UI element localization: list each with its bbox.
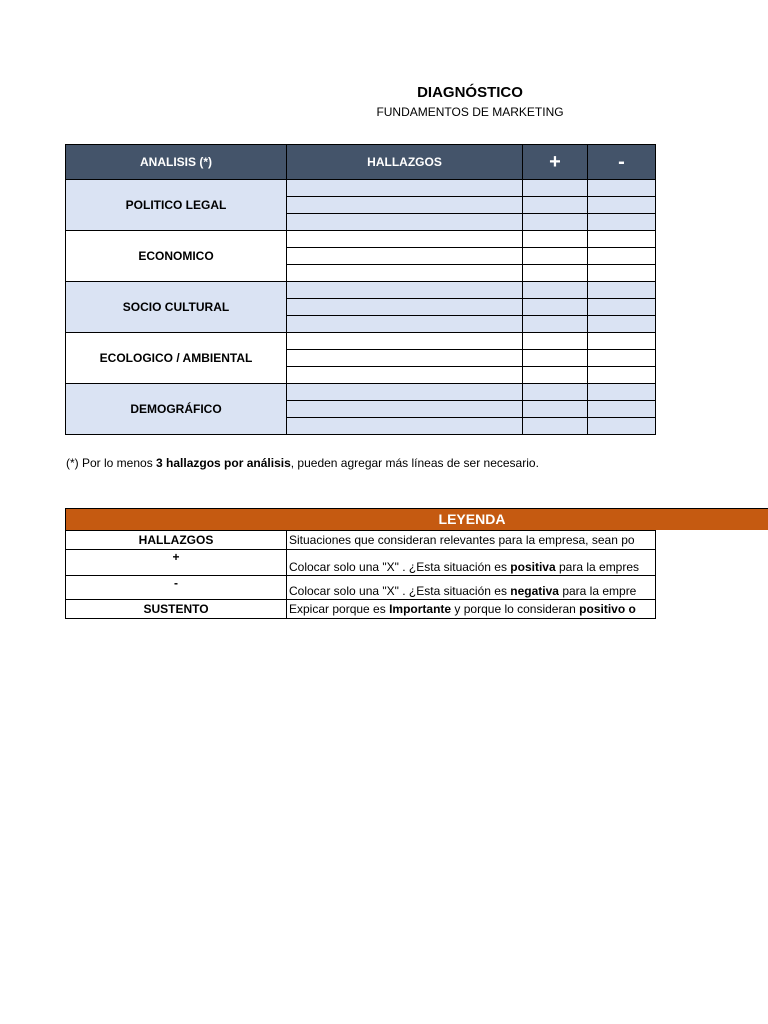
positive-cell[interactable] (523, 333, 588, 350)
negative-cell[interactable] (588, 316, 656, 333)
legend-text-bold: positiva (510, 560, 556, 574)
legend-row (66, 600, 656, 619)
legend-key-sustento: SUSTENTO (66, 600, 287, 619)
legend-row (66, 576, 656, 600)
legend-text: Expicar porque es (289, 602, 390, 616)
negative-cell[interactable] (588, 384, 656, 401)
legend-header (65, 508, 768, 530)
positive-cell[interactable] (523, 214, 588, 231)
legend-row (66, 550, 656, 576)
positive-cell[interactable] (523, 350, 588, 367)
positive-cell[interactable] (523, 384, 588, 401)
hallazgo-cell[interactable] (287, 214, 523, 231)
page-subtitle: FUNDAMENTOS DE MARKETING (376, 105, 564, 119)
negative-cell[interactable] (588, 299, 656, 316)
negative-cell[interactable] (588, 180, 656, 197)
negative-cell[interactable] (588, 248, 656, 265)
legend-text: para la empres (555, 560, 640, 574)
hallazgo-cell[interactable] (287, 180, 523, 197)
legend-desc-sustento (287, 600, 656, 619)
category-economico: ECONOMICO (66, 231, 287, 282)
negative-cell[interactable] (588, 367, 656, 384)
footnote-bold: 3 hallazgos por análisis (156, 456, 291, 470)
legend-key-minus: - (66, 576, 287, 600)
category-demografico: DEMOGRÁFICO (66, 384, 287, 435)
positive-cell[interactable] (523, 401, 588, 418)
footnote-suffix: , pueden agregar más líneas de ser necesario. (290, 456, 539, 470)
footnote-prefix: (*) Por lo menos (66, 456, 157, 470)
negative-cell[interactable] (588, 214, 656, 231)
negative-cell[interactable] (588, 350, 656, 367)
table-row (66, 282, 656, 299)
diagnostic-table (65, 144, 656, 435)
positive-cell[interactable] (523, 231, 588, 248)
legend-desc-hallazgos: Situaciones que consideran relevantes para la empresa, sean po (287, 531, 656, 550)
positive-cell[interactable] (523, 180, 588, 197)
positive-cell[interactable] (523, 299, 588, 316)
hallazgo-cell[interactable] (287, 350, 523, 367)
legend-desc-minus (287, 576, 656, 600)
legend-key-plus: + (66, 550, 287, 576)
legend-text: para la empre (558, 584, 637, 598)
legend-text: y porque lo consideran (451, 602, 580, 616)
legend-row (66, 531, 656, 550)
negative-cell[interactable] (588, 418, 656, 435)
hallazgo-cell[interactable] (287, 299, 523, 316)
table-row (66, 333, 656, 350)
negative-cell[interactable] (588, 401, 656, 418)
positive-cell[interactable] (523, 197, 588, 214)
col-header-analisis: ANALISIS (*) (66, 145, 287, 180)
table-header-row (66, 145, 656, 180)
table-row (66, 231, 656, 248)
col-header-hallazgos: HALLAZGOS (287, 145, 523, 180)
category-politico-legal: POLITICO LEGAL (66, 180, 287, 231)
hallazgo-cell[interactable] (287, 282, 523, 299)
footnote (66, 456, 539, 470)
legend-table (65, 530, 656, 619)
legend-text: Colocar solo una "X" . ¿Esta situación es (289, 560, 511, 574)
category-socio-cultural: SOCIO CULTURAL (66, 282, 287, 333)
positive-cell[interactable] (523, 316, 588, 333)
negative-cell[interactable] (588, 231, 656, 248)
legend-text-bold: negativa (510, 584, 559, 598)
negative-cell[interactable] (588, 333, 656, 350)
hallazgo-cell[interactable] (287, 265, 523, 282)
hallazgo-cell[interactable] (287, 418, 523, 435)
col-header-positive: + (523, 145, 588, 180)
table-row (66, 180, 656, 197)
hallazgo-cell[interactable] (287, 316, 523, 333)
negative-cell[interactable] (588, 282, 656, 299)
negative-cell[interactable] (588, 265, 656, 282)
hallazgo-cell[interactable] (287, 401, 523, 418)
hallazgo-cell[interactable] (287, 367, 523, 384)
legend-text: Colocar solo una "X" . ¿Esta situación es (289, 584, 511, 598)
legend-text-bold: positivo o (579, 602, 636, 616)
positive-cell[interactable] (523, 367, 588, 384)
negative-cell[interactable] (588, 197, 656, 214)
legend-text-bold: Importante (389, 602, 452, 616)
table-row (66, 384, 656, 401)
hallazgo-cell[interactable] (287, 248, 523, 265)
positive-cell[interactable] (523, 282, 588, 299)
legend-key-hallazgos: HALLAZGOS (66, 531, 287, 550)
hallazgo-cell[interactable] (287, 197, 523, 214)
positive-cell[interactable] (523, 265, 588, 282)
legend-title: LEYENDA (438, 511, 506, 527)
positive-cell[interactable] (523, 418, 588, 435)
hallazgo-cell[interactable] (287, 384, 523, 401)
category-ecologico-ambiental: ECOLOGICO / AMBIENTAL (66, 333, 287, 384)
legend-desc-plus (287, 550, 656, 576)
hallazgo-cell[interactable] (287, 333, 523, 350)
hallazgo-cell[interactable] (287, 231, 523, 248)
page-title: DIAGNÓSTICO (417, 84, 523, 101)
col-header-negative: - (588, 145, 656, 180)
positive-cell[interactable] (523, 248, 588, 265)
